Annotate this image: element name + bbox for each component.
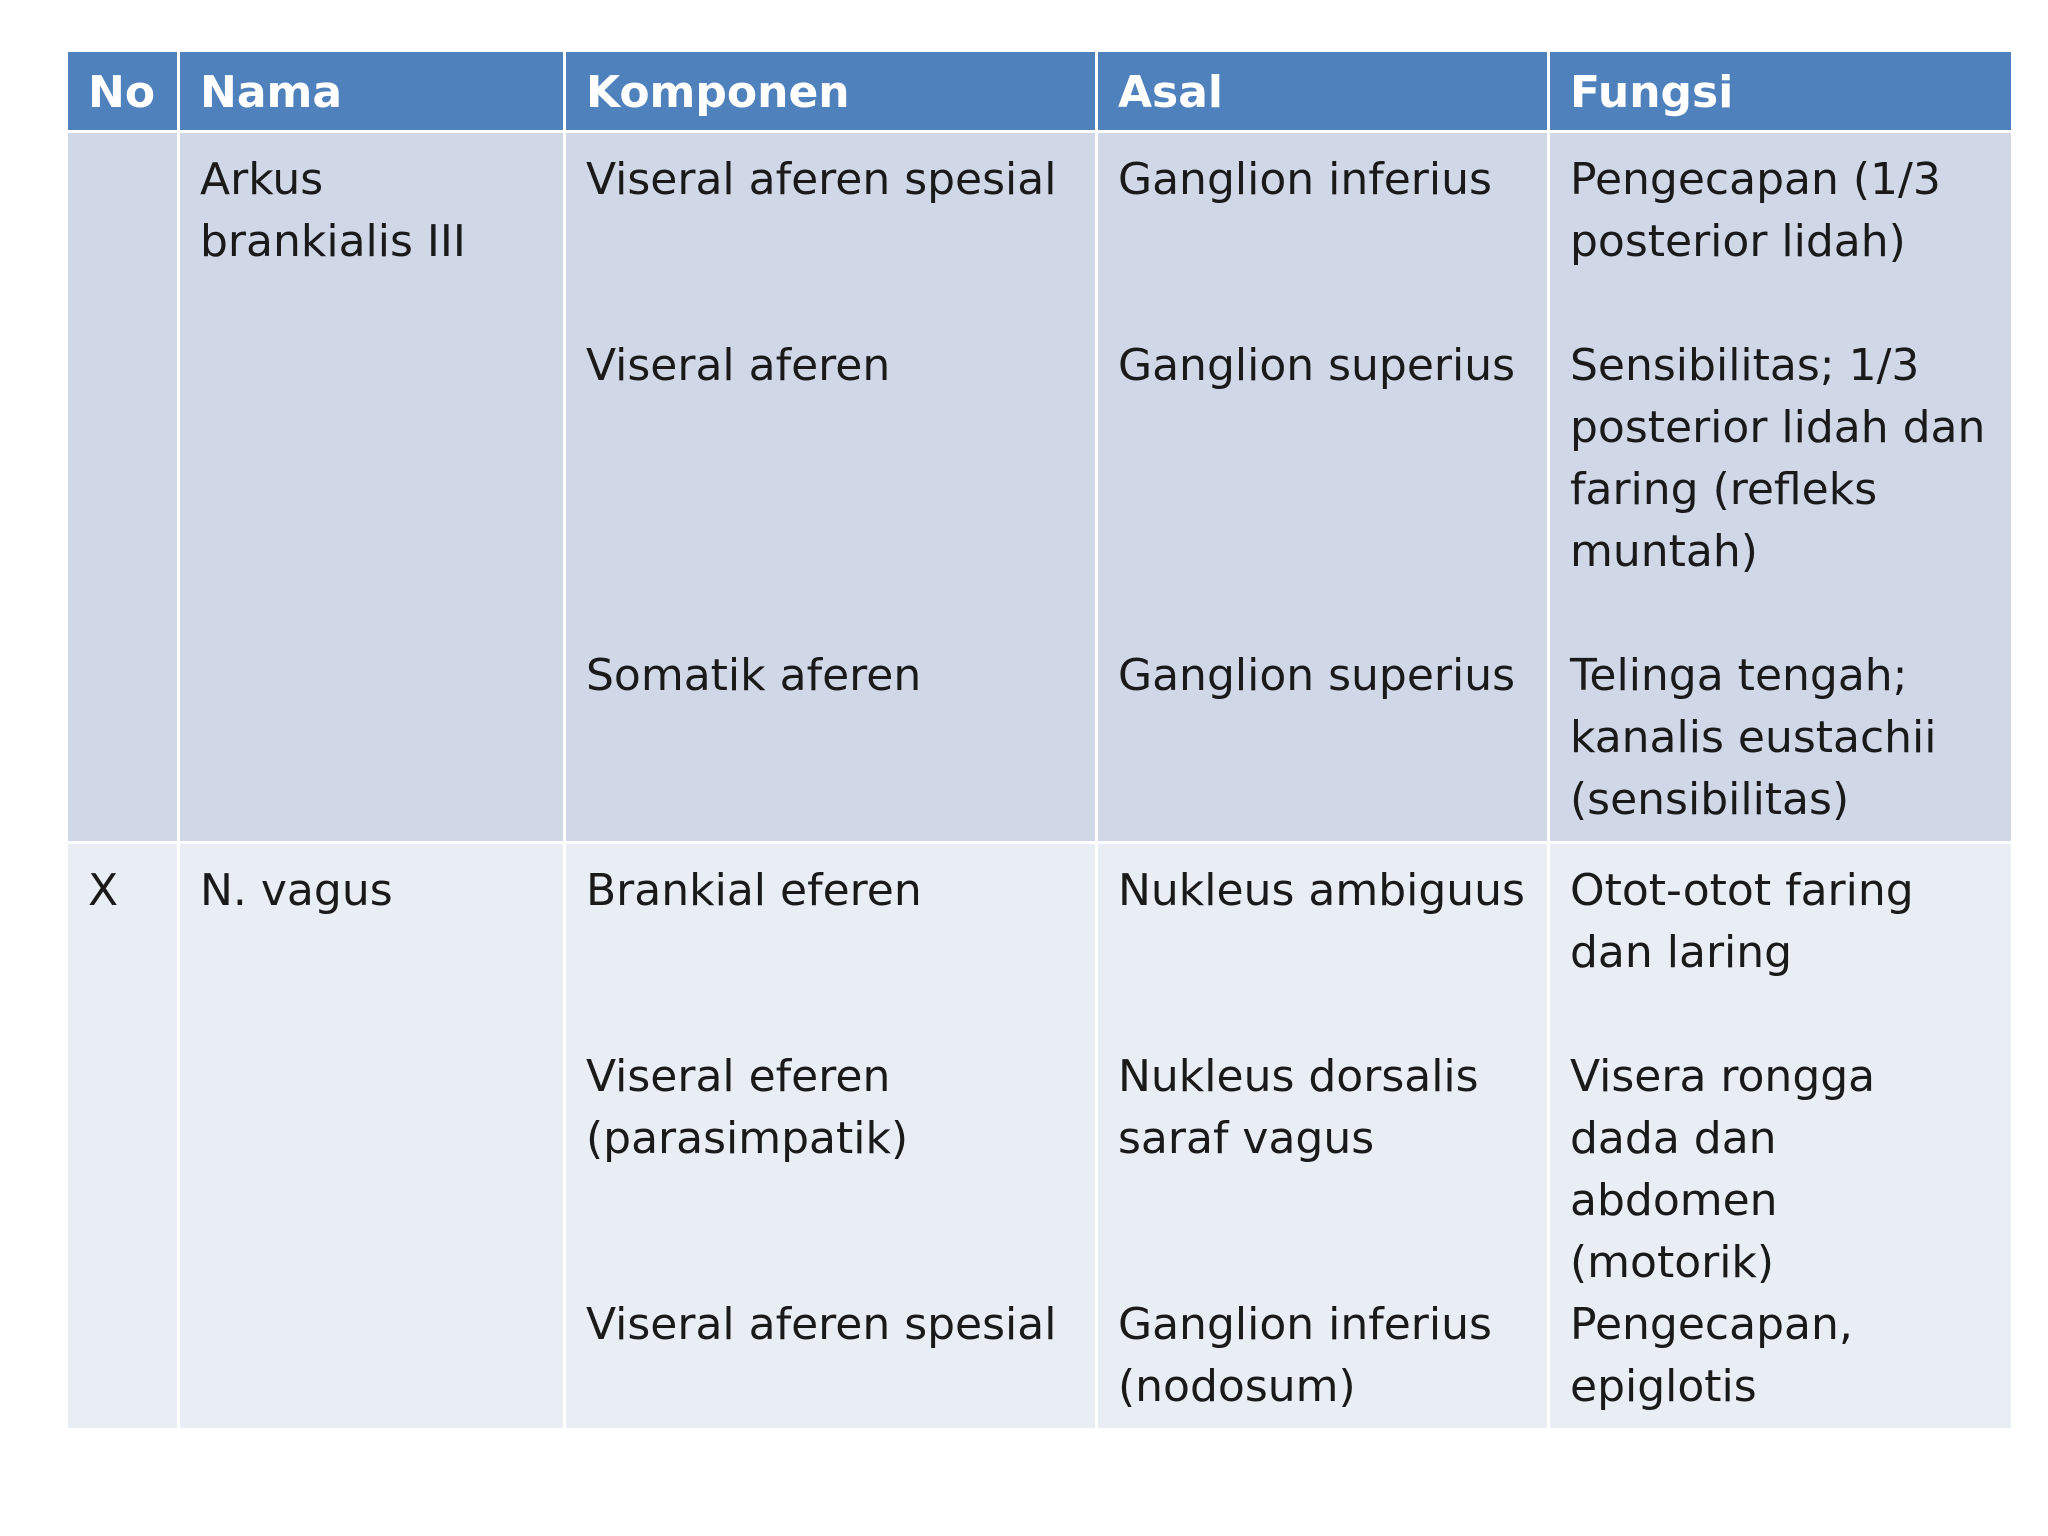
header-no: No xyxy=(67,51,179,132)
komponen-entry: Somatik aferen xyxy=(586,650,922,701)
header-row xyxy=(67,51,2013,132)
table-row xyxy=(67,132,2013,843)
komponen-entry: Viseral eferen (parasimpatik) xyxy=(586,1051,909,1164)
fungsi-entry: Sensibilitas; 1/3 posterior lidah dan faring (refleks muntah) xyxy=(1570,340,1986,577)
fungsi-entry: Visera rongga dada dan abdomen (motorik) xyxy=(1570,1051,1876,1288)
fungsi-entry: Telinga tengah; kanalis eustachii (sensibilitas) xyxy=(1570,650,1937,825)
header-asal: Asal xyxy=(1097,51,1549,132)
asal-entry: Ganglion inferius (nodosum) xyxy=(1118,1299,1492,1412)
cell-fungsi xyxy=(1549,843,2013,1430)
cell-no xyxy=(67,132,179,843)
fungsi-entry: Pengecapan, epiglotis xyxy=(1570,1299,1853,1412)
komponen-entry: Viseral aferen spesial xyxy=(586,154,1057,205)
fungsi-entry: Pengecapan (1/3 posterior lidah) xyxy=(1570,154,1941,267)
asal-entry: Nukleus ambiguus xyxy=(1118,865,1525,916)
cell-nama: Arkus brankialis III xyxy=(179,132,565,843)
cell-nama: N. vagus xyxy=(179,843,565,1430)
table-row xyxy=(67,843,2013,1430)
komponen-entry: Viseral aferen spesial xyxy=(586,1299,1057,1350)
fungsi-entry: Otot-otot faring dan laring xyxy=(1570,865,1914,978)
asal-entry: Ganglion superius xyxy=(1118,340,1516,391)
komponen-entry: Brankial eferen xyxy=(586,865,922,916)
asal-entry: Ganglion inferius xyxy=(1118,154,1492,205)
header-fungsi: Fungsi xyxy=(1549,51,2013,132)
cell-komponen xyxy=(565,843,1097,1430)
asal-entry: Nukleus dorsalis saraf vagus xyxy=(1118,1051,1479,1164)
asal-entry: Ganglion superius xyxy=(1118,650,1516,701)
cranial-nerve-table xyxy=(65,49,2014,1431)
cell-no: X xyxy=(67,843,179,1430)
header-nama: Nama xyxy=(179,51,565,132)
cell-fungsi xyxy=(1549,132,2013,843)
cell-asal xyxy=(1097,132,1549,843)
komponen-entry: Viseral aferen xyxy=(586,340,891,391)
header-komponen: Komponen xyxy=(565,51,1097,132)
cell-komponen xyxy=(565,132,1097,843)
cell-asal xyxy=(1097,843,1549,1430)
